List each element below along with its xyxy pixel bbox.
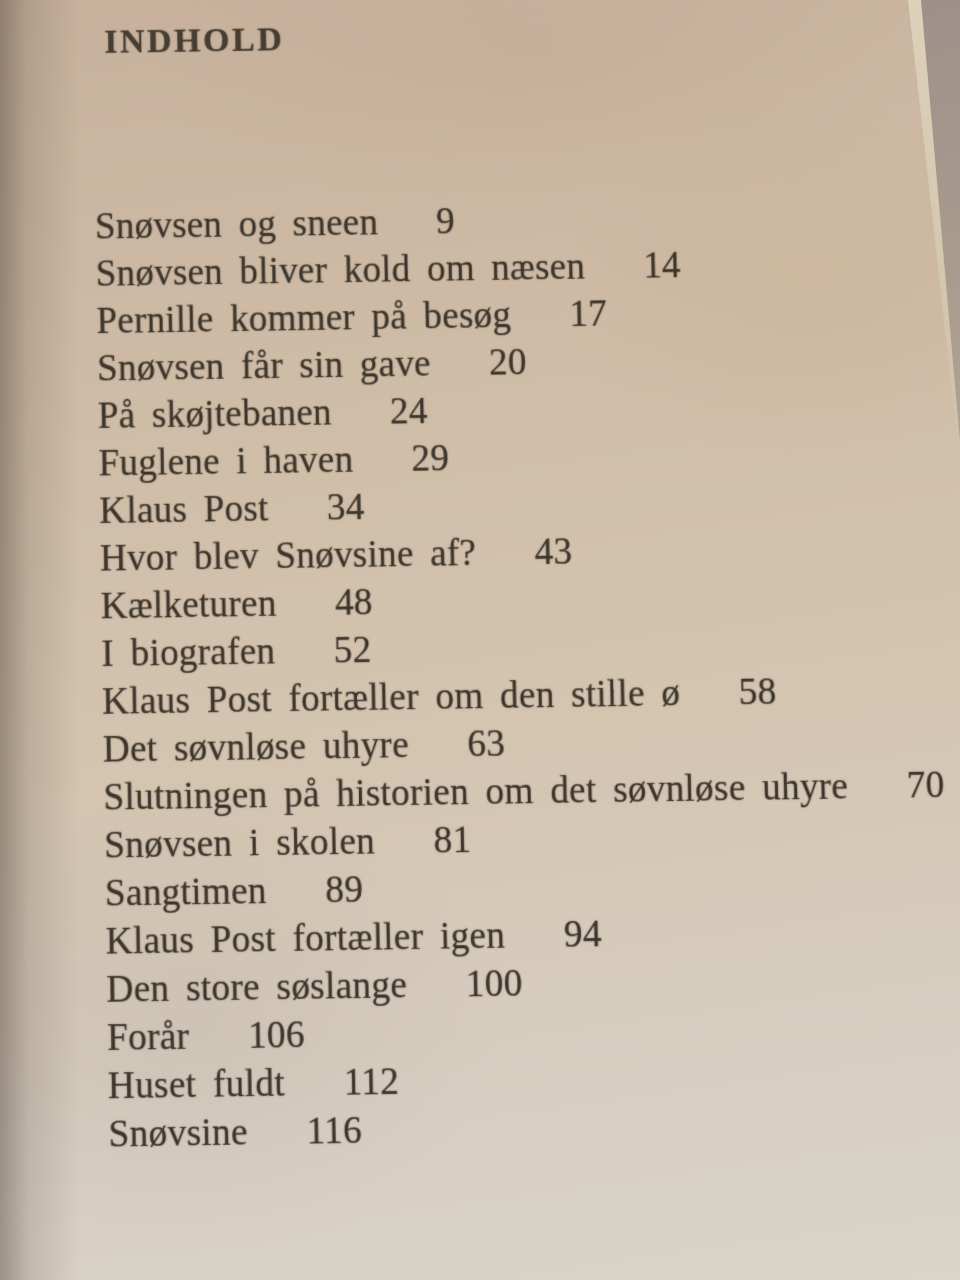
toc-entry-gap [409, 756, 468, 757]
toc-entry-title: Snøvsen og sneen [94, 202, 379, 248]
toc-entry-title: Forår [106, 1015, 190, 1060]
toc-entry-page: 112 [343, 1060, 400, 1104]
toc-entry [104, 861, 960, 915]
toc-entry-title: Snøvsine [108, 1111, 249, 1156]
toc-entry-gap [407, 996, 466, 997]
toc-entry-page: 24 [389, 390, 429, 433]
toc-entry [106, 957, 960, 1009]
toc-entry-gap [275, 663, 333, 664]
toc-entry-gap [285, 1095, 344, 1096]
toc-entry-page: 100 [465, 962, 523, 1006]
toc-entry [103, 813, 960, 867]
toc-entry-gap [353, 471, 411, 472]
toc-entry-title: Kælketuren [100, 583, 277, 628]
toc-entry [98, 479, 960, 533]
toc-entry [108, 1102, 960, 1154]
toc-entry-page: 58 [738, 671, 777, 714]
toc-entry-gap [332, 424, 390, 425]
page-content [92, 11, 960, 1164]
toc-entry [107, 1054, 960, 1106]
toc-entry-title: Fuglene i haven [98, 439, 354, 485]
toc-entry-gap [189, 1048, 248, 1049]
toc-entry-title: Snøvsen får sin gave [96, 343, 432, 390]
toc-entry [95, 242, 960, 293]
toc-entry-title: Snøvsen bliver kold om næsen [95, 246, 586, 295]
toc-entry [101, 622, 960, 676]
toc-entry [105, 909, 960, 961]
toc-entry-title: Huset fuldt [107, 1062, 286, 1108]
toc-entry-gap [585, 278, 643, 279]
toc-entry-gap [267, 902, 326, 903]
toc-entry-gap [511, 326, 569, 327]
toc-entry-title: På skøjtebanen [97, 392, 333, 438]
toc-entry [98, 432, 960, 483]
toc-list [95, 195, 960, 1154]
toc-entry-title: Det søvnløse uhyre [102, 724, 410, 771]
toc-entry-title: Sangtimen [104, 870, 268, 915]
toc-entry-page: 94 [563, 913, 603, 956]
toc-entry-gap [248, 1144, 307, 1145]
toc-entry [95, 195, 960, 246]
toc-entry-gap [848, 798, 907, 799]
toc-entry-page: 14 [642, 244, 682, 287]
toc-entry [103, 764, 960, 819]
toc-entry-gap [505, 947, 564, 948]
toc-entry-title: Klaus Post fortæller om den stille ø [101, 672, 681, 723]
page-title: INDHOLD [103, 21, 285, 61]
toc-entry [97, 384, 960, 438]
toc-entry-page: 106 [247, 1014, 306, 1058]
toc-entry-title: Slutningen på historien om det søvnløse uhyre [103, 765, 849, 819]
toc-entry [102, 717, 960, 771]
toc-entry-gap [269, 520, 327, 521]
toc-entry-gap [476, 564, 534, 565]
toc-entry-title: Den store søslange [106, 964, 408, 1011]
toc-entry-title: Pernille kommer på besøg [96, 294, 512, 343]
toc-entry-page: 29 [411, 437, 450, 480]
toc-entry-page: 17 [568, 293, 608, 336]
toc-entry-page: 34 [326, 486, 365, 529]
toc-entry-title: Snøvsen i skolen [103, 820, 376, 867]
toc-entry [100, 527, 960, 578]
toc-entry-gap [431, 375, 489, 376]
toc-entry [97, 337, 960, 388]
toc-entry-title: Hvor blev Snøvsine af? [99, 532, 477, 580]
toc-entry-page: 20 [488, 341, 528, 384]
toc-entry-page: 89 [325, 868, 364, 912]
toc-entry-page: 9 [435, 201, 456, 243]
toc-entry-gap [681, 704, 739, 705]
toc-entry-page: 116 [306, 1109, 363, 1153]
toc-entry-gap [375, 853, 434, 854]
toc-entry-page: 70 [906, 764, 945, 807]
toc-entry-page: 63 [466, 723, 506, 766]
toc-entry-title: I biografen [101, 630, 276, 676]
toc-entry-page: 81 [433, 819, 472, 862]
toc-entry [106, 1005, 960, 1060]
toc-entry [100, 574, 960, 628]
toc-entry-page: 52 [333, 629, 372, 672]
toc-entry-gap [378, 233, 436, 234]
toc-entry-title: Klaus Post [98, 488, 269, 533]
toc-entry-page: 48 [334, 581, 374, 624]
toc-entry-page: 43 [534, 531, 573, 574]
toc-entry [96, 289, 960, 343]
toc-entry-gap [277, 615, 335, 616]
toc-entry [102, 670, 960, 721]
toc-entry-title: Klaus Post fortæller igen [105, 914, 506, 963]
